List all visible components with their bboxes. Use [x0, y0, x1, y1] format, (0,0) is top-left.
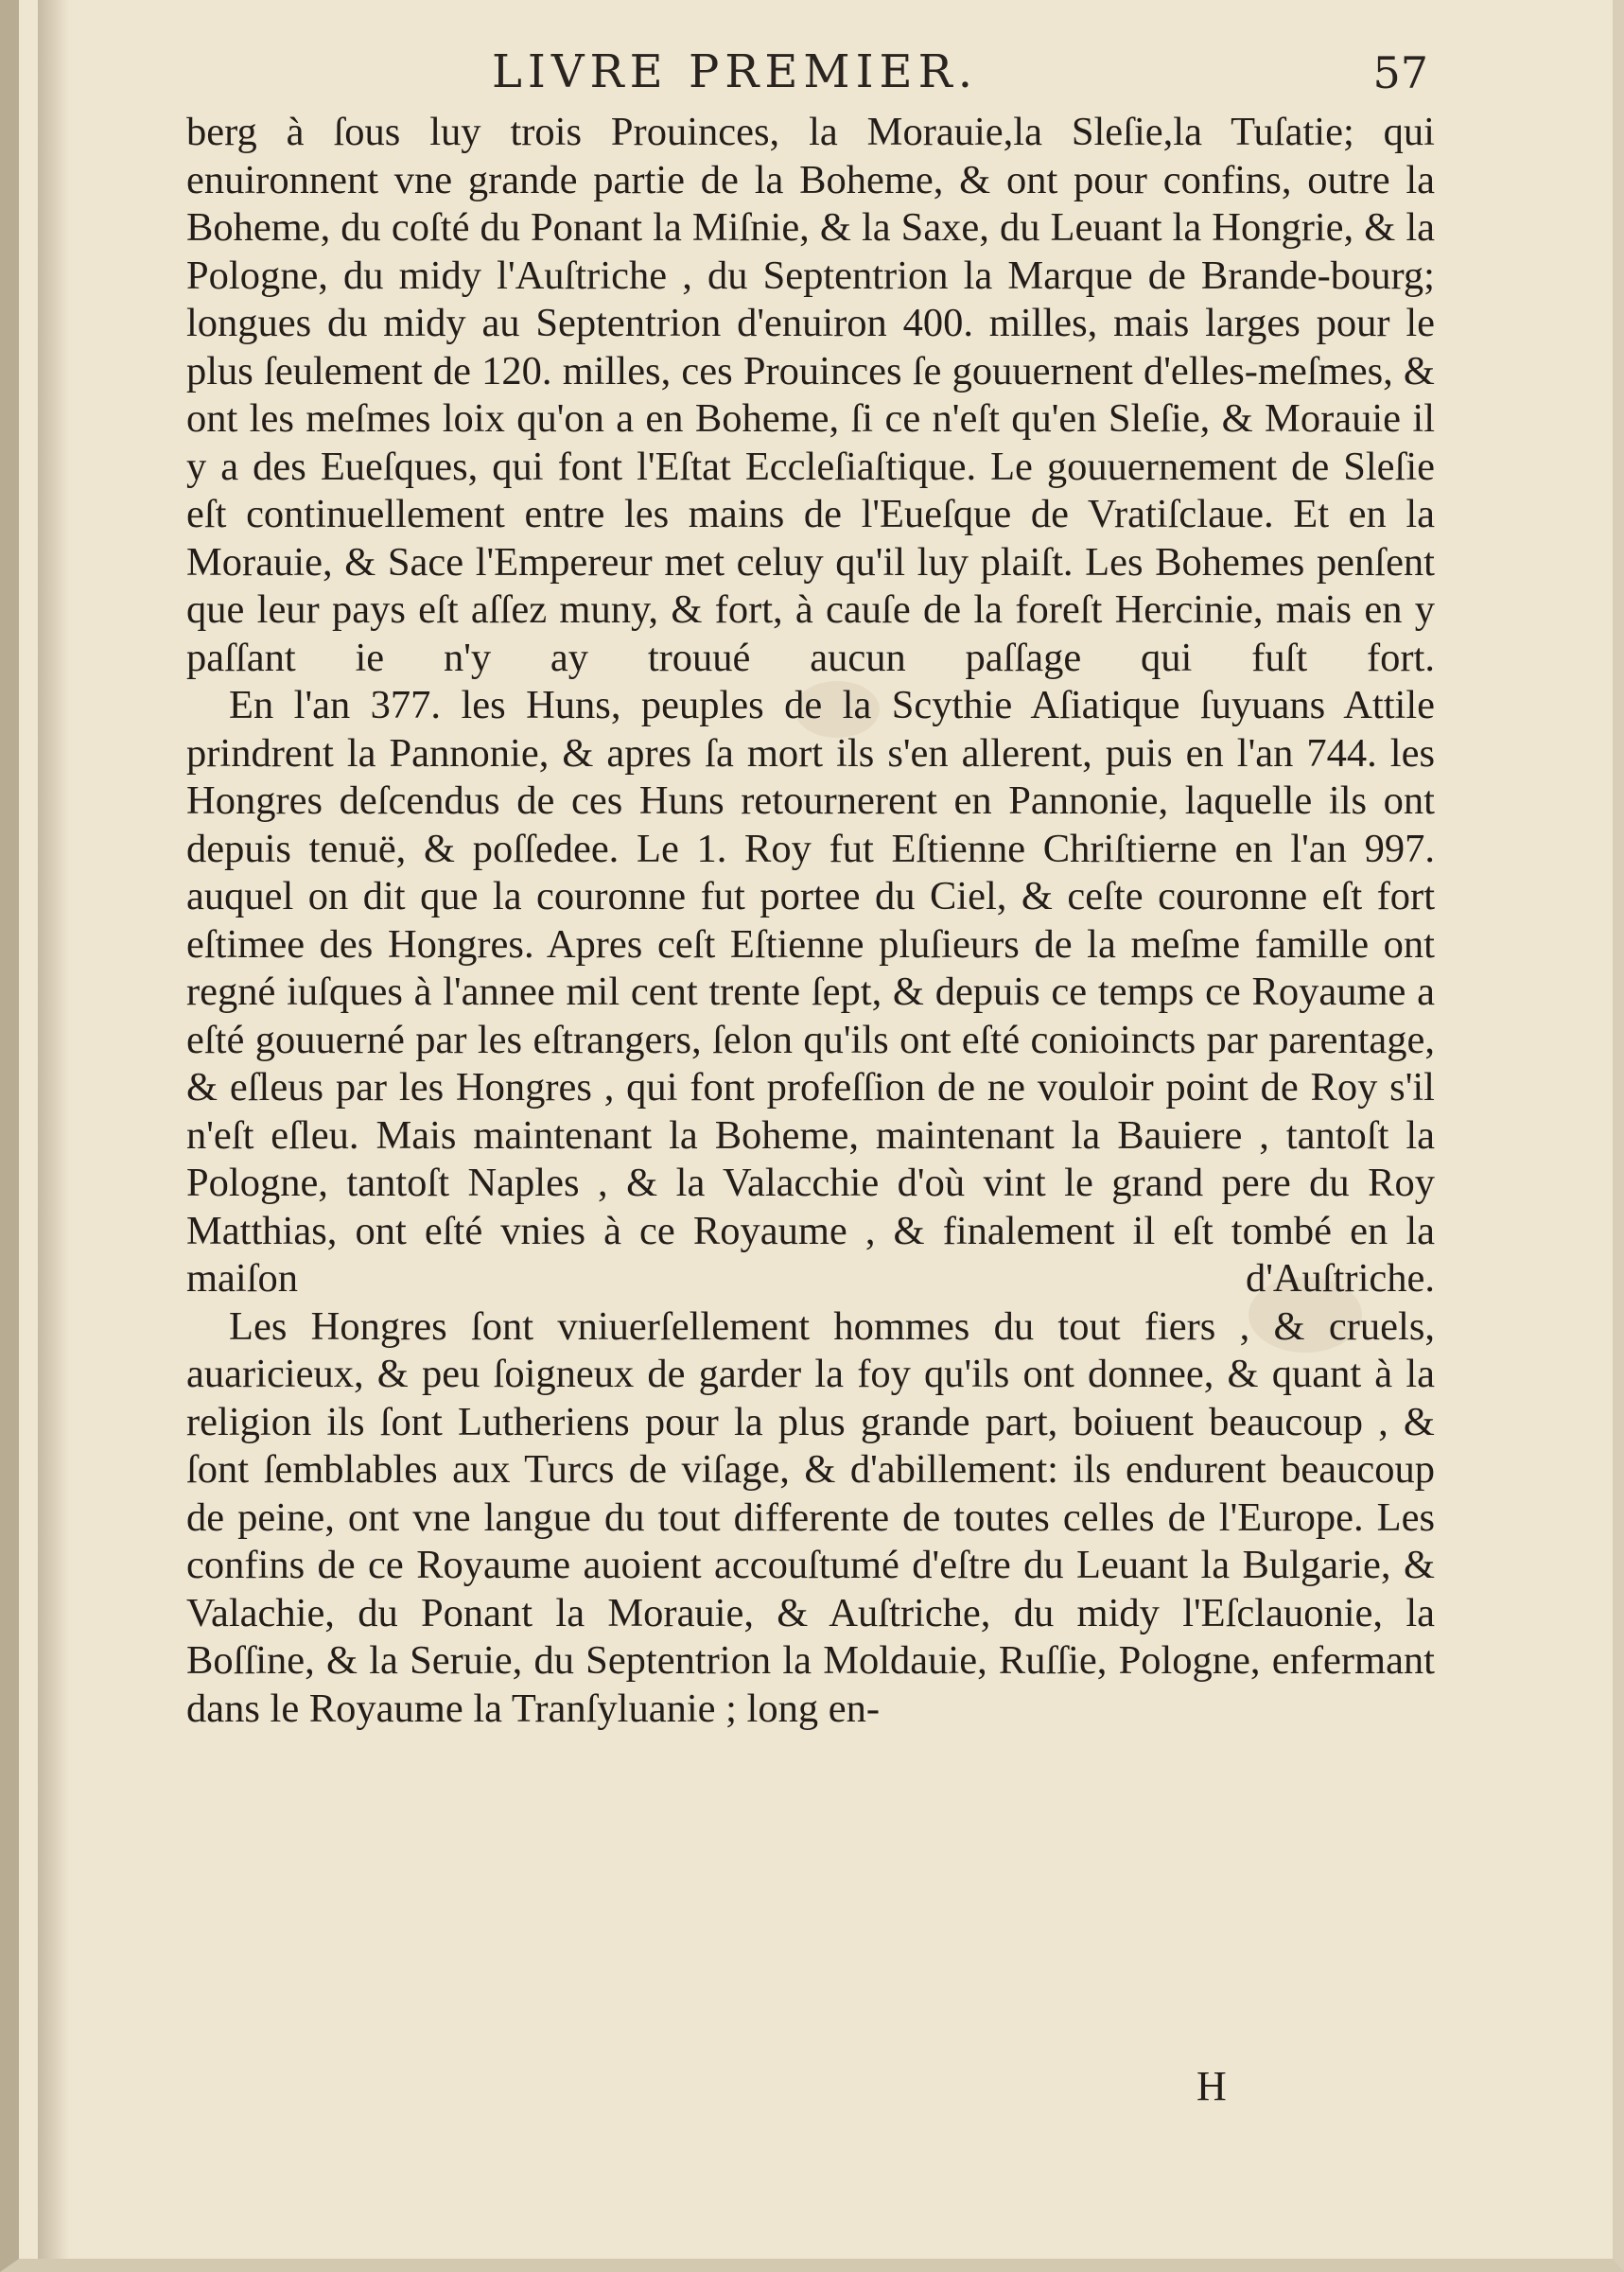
paragraph-3: Les Hongres ſont vniuerſellement hommes du tout fiers , & cruels, auaricieux, & peu ſoigneux de garder la foy qu'ils ont donnee, & quant à la religion ils ſont Lutheriens pour la plus grande part, boiuent beaucoup , & ſont ſemblables aux Turcs de viſage, & d'abillement: ils endurent beaucoup de peine, ont vne langue du tout differente de toutes celles de l'Europe. Les confins de ce Royaume auoient accouſtumé d'eſtre du Leuant la Bulgarie, & Valachie, du Ponant la Morauie, & Auſtriche, du midy l'Eſclauonie, la Boſſine, & la Seruie, du Septentrion la Moldauie, Ruſſie, Pologne, enfermant dans le Royaume la Tranſyluanie ; long en- — [186, 1303, 1435, 1731]
paragraph-1: berg à ſous luy trois Prouinces, la Morauie,la Sleſie,la Tuſatie; qui enuironnent vne grande partie de la Boheme, & ont pour confins, outre la Boheme, du coſté du Ponant la Miſnie, & la Saxe, du Leuant la Hongrie, & la Pologne, du midy l'Auſtriche , du Septentrion la Marque de Brande-bourg; longues du midy au Septentrion d'enuiron 400. milles, mais larges pour le plus ſeulement de 120. milles, ces Prouinces ſe gouuernent d'elles-meſmes, & ont les meſmes loix qu'on a en Boheme, ſi ce n'eſt qu'en Sleſie, & Morauie il y a des Eueſques, qui font l'Eſtat Eccleſiaſtique. Le gouuernement de Sleſie eſt continuellement entre les mains de l'Eueſque de Vratiſclaue. Et en la Morauie, & Sace l'Empereur met celuy qu'il luy plaiſt. Les Bohemes penſent que leur pays eſt aſſez muny, & fort, à cauſe de la foreſt Hercinie, mais en y paſſant ie n'y ay trouué aucun paſſage qui fuſt fort. — [186, 110, 1435, 680]
page-spine-shadow — [38, 0, 70, 2272]
running-head — [170, 36, 1428, 102]
page-number: 57 — [1372, 47, 1428, 98]
running-title: LIVRE PREMIER. — [492, 45, 978, 98]
catchword: H — [1196, 2063, 1227, 2109]
paragraph-2: En l'an 377. les Huns, peuples de la Scythie Aſiatique ſuyuans Attile prindrent la Pannonie, & apres ſa mort ils s'en allerent, puis en l'an 744. les Hongres deſcendus de ces Huns retournerent en Pannonie, laquelle ils ont depuis tenuë, & poſſedee. Le 1. Roy fut Eſtienne Chriſtierne en l'an 997. auquel on dit que la couronne fut portee du Ciel, & ceſte couronne eſt fort eſtimee des Hongres. Apres ceſt Eſtienne pluſieurs de la meſme famille ont regné iuſques à l'annee mil cent trente ſept, & depuis ce temps ce Royaume a eſté gouuerné par les eſtrangers, ſelon qu'ils ont eſté conioincts par parentage, & eſleus par les Hongres , qui font profeſſion de ne vouloir point de Roy s'il n'eſt eſleu. Mais maintenant la Boheme, maintenant la Bauiere , tantoſt la Pologne, tantoſt Naples , & la Valacchie d'où vint le grand pere du Roy Matthias, ont eſté vnies à ce Royaume , & finalement il eſt tombé en la maiſon d'Auſtriche. — [186, 683, 1435, 1301]
body-text — [186, 109, 1435, 1733]
